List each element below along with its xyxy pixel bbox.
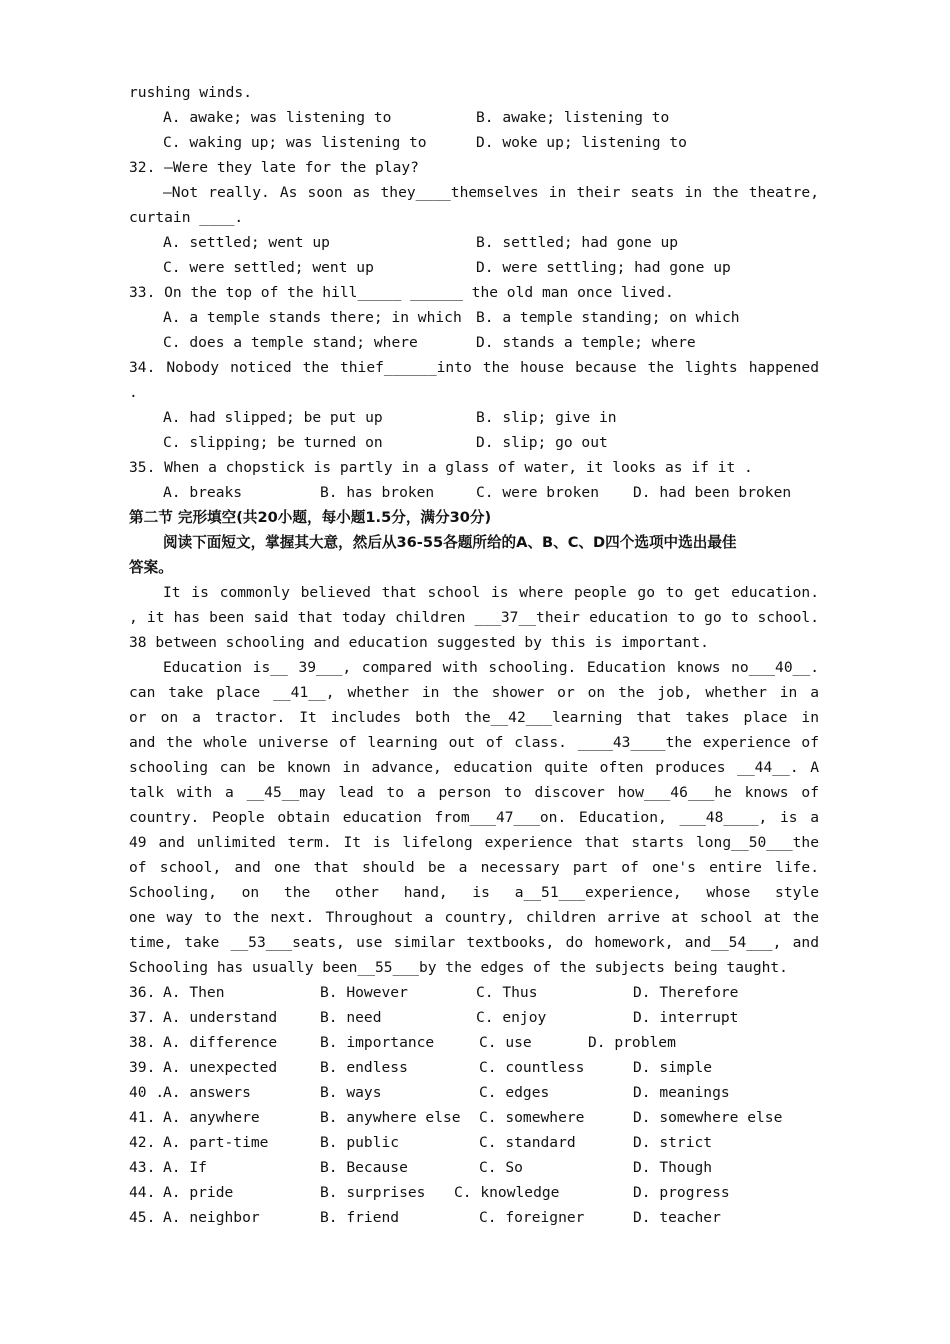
option-b: B. surprises: [320, 1184, 426, 1201]
question-32-reply-line-1: —Not really. As soon as they____themselves in their seats in the theatre,: [163, 184, 819, 201]
option-d: D. strict: [633, 1134, 713, 1151]
option-c: C. were settled; went up: [163, 259, 374, 276]
option-a: A. If: [163, 1159, 207, 1176]
passage-line: talk with a __45__may lead to a person to discover how___46___he knows of: [129, 784, 819, 801]
question-number: 43.: [129, 1159, 156, 1176]
question-35-options: [129, 480, 819, 505]
question-number: 44.: [129, 1184, 156, 1201]
passage-line: one way to the next. Throughout a country, children arrive at school at the: [129, 909, 819, 926]
option-d: D. woke up; listening to: [476, 134, 687, 151]
question-31-stem-tail: rushing winds.: [129, 84, 253, 101]
option-c: C. foreigner: [479, 1209, 585, 1226]
answer-row-45: [129, 1205, 819, 1230]
option-d: D. progress: [633, 1184, 730, 1201]
passage-line: time, take __53___seats, use similar textbooks, do homework, and__54___, and: [129, 934, 819, 951]
option-a: A. neighbor: [163, 1209, 260, 1226]
option-b: B. Because: [320, 1159, 408, 1176]
answer-row-40: [129, 1080, 819, 1105]
question-34-options-row-1: [129, 405, 819, 430]
option-b: B. public: [320, 1134, 400, 1151]
question-31-options-row-1: [129, 105, 819, 130]
option-b: B. anywhere else: [320, 1109, 461, 1126]
option-d: D. stands a temple; where: [476, 334, 696, 351]
passage-line: 49 and unlimited term. It is lifelong experience that starts long__50___the: [129, 834, 819, 851]
passage-line: Education is__ 39___, compared with schooling. Education knows no___40__.: [163, 659, 819, 676]
passage-line: , it has been said that today children ___37__their education to go to school.: [129, 609, 819, 626]
option-a: A. a temple stands there; in which: [163, 309, 462, 326]
question-33-options-row-2: [129, 330, 819, 355]
question-35-stem: 35. When a chopstick is partly in a glass of water, it looks as if it .: [129, 459, 753, 476]
passage-line: or on a tractor. It includes both the__42___learning that takes place in: [129, 709, 819, 726]
option-a: A. difference: [163, 1034, 278, 1051]
option-d: D. had been broken: [633, 484, 792, 501]
option-b: B. ways: [320, 1084, 382, 1101]
passage-line: country. People obtain education from___47___on. Education, ___48____, is a: [129, 809, 819, 826]
answer-row-43: [129, 1155, 819, 1180]
passage-line: Schooling, on the other hand, is a__51___experience, whose style: [129, 884, 819, 901]
option-b: B. awake; listening to: [476, 109, 670, 126]
option-d: D. slip; go out: [476, 434, 608, 451]
instructions-line-2: 答案。: [129, 559, 173, 576]
question-number: 38.: [129, 1034, 156, 1051]
option-b: B. need: [320, 1009, 382, 1026]
option-d: D. were settling; had gone up: [476, 259, 731, 276]
answer-row-36: [129, 980, 819, 1005]
section-title: 第二节 完形填空(共20小题，每小题1.5分，满分30分): [129, 509, 492, 526]
option-d: D. problem: [588, 1034, 676, 1051]
option-d: D. Therefore: [633, 984, 739, 1001]
option-a: A. pride: [163, 1184, 234, 1201]
passage-line: schooling can be known in advance, education quite often produces __44__. A: [129, 759, 819, 776]
option-c: C. somewhere: [479, 1109, 585, 1126]
passage-line: Schooling has usually been__55___by the edges of the subjects being taught.: [129, 959, 788, 976]
option-b: B. settled; had gone up: [476, 234, 679, 251]
question-34-options-row-2: [129, 430, 819, 455]
answer-row-37: [129, 1005, 819, 1030]
option-d: D. meanings: [633, 1084, 730, 1101]
question-34-stem-line-1: 34. Nobody noticed the thief______into the house because the lights happened: [129, 359, 819, 376]
question-33-options-row-1: [129, 305, 819, 330]
option-b: B. However: [320, 984, 408, 1001]
option-c: C. countless: [479, 1059, 585, 1076]
question-number: 45.: [129, 1209, 156, 1226]
option-c: C. waking up; was listening to: [163, 134, 427, 151]
instructions-line-1: 阅读下面短文，掌握其大意，然后从36-55各题所给的A、B、C、D四个选项中选出最佳: [163, 534, 737, 551]
option-a: A. understand: [163, 1009, 278, 1026]
option-b: B. importance: [320, 1034, 435, 1051]
answer-row-39: [129, 1055, 819, 1080]
answer-row-42: [129, 1130, 819, 1155]
answer-row-41: [129, 1105, 819, 1130]
option-d: D. simple: [633, 1059, 713, 1076]
option-a: A. settled; went up: [163, 234, 330, 251]
option-b: B. a temple standing; on which: [476, 309, 740, 326]
option-b: B. has broken: [320, 484, 435, 501]
passage-line: It is commonly believed that school is where people go to get education.: [163, 584, 819, 601]
option-c: C. Thus: [476, 984, 538, 1001]
passage-line: 38 between schooling and education suggested by this is important.: [129, 634, 709, 651]
option-a: A. answers: [163, 1084, 251, 1101]
option-d: D. somewhere else: [633, 1109, 783, 1126]
passage-line: and the whole universe of learning out of class. ____43____the experience of: [129, 734, 819, 751]
option-c: C. knowledge: [454, 1184, 560, 1201]
option-a: A. awake; was listening to: [163, 109, 392, 126]
option-d: D. interrupt: [633, 1009, 739, 1026]
option-a: A. Then: [163, 984, 225, 1001]
option-b: B. endless: [320, 1059, 408, 1076]
option-c: C. enjoy: [476, 1009, 547, 1026]
option-c: C. edges: [479, 1084, 550, 1101]
question-31-options-row-2: [129, 130, 819, 155]
option-c: C. does a temple stand; where: [163, 334, 418, 351]
question-number: 41.: [129, 1109, 156, 1126]
option-a: A. unexpected: [163, 1059, 278, 1076]
question-number: 40 .: [129, 1084, 165, 1101]
option-a: A. breaks: [163, 484, 243, 501]
option-a: A. anywhere: [163, 1109, 260, 1126]
question-33-stem: 33. On the top of the hill_____ ______ the old man once lived.: [129, 284, 674, 301]
option-c: C. were broken: [476, 484, 600, 501]
option-b: B. friend: [320, 1209, 400, 1226]
question-32-options-row-1: [129, 230, 819, 255]
answer-row-44: [129, 1180, 819, 1205]
question-32-stem: 32. —Were they late for the play?: [129, 159, 419, 176]
answer-row-38: [129, 1030, 819, 1055]
question-34-stem-line-2: .: [129, 384, 138, 401]
option-a: A. part-time: [163, 1134, 269, 1151]
option-c: C. standard: [479, 1134, 576, 1151]
question-number: 37.: [129, 1009, 156, 1026]
option-d: D. Though: [633, 1159, 713, 1176]
passage-line: of school, and one that should be a necessary part of one's entire life.: [129, 859, 819, 876]
option-d: D. teacher: [633, 1209, 721, 1226]
question-32-options-row-2: [129, 255, 819, 280]
question-number: 39.: [129, 1059, 156, 1076]
option-c: C. use: [479, 1034, 532, 1051]
option-c: C. slipping; be turned on: [163, 434, 383, 451]
question-number: 36.: [129, 984, 156, 1001]
option-c: C. So: [479, 1159, 523, 1176]
option-b: B. slip; give in: [476, 409, 617, 426]
question-number: 42.: [129, 1134, 156, 1151]
question-32-reply-line-2: curtain ____.: [129, 209, 244, 226]
passage-line: can take place __41__, whether in the shower or on the job, whether in a: [129, 684, 819, 701]
option-a: A. had slipped; be put up: [163, 409, 383, 426]
